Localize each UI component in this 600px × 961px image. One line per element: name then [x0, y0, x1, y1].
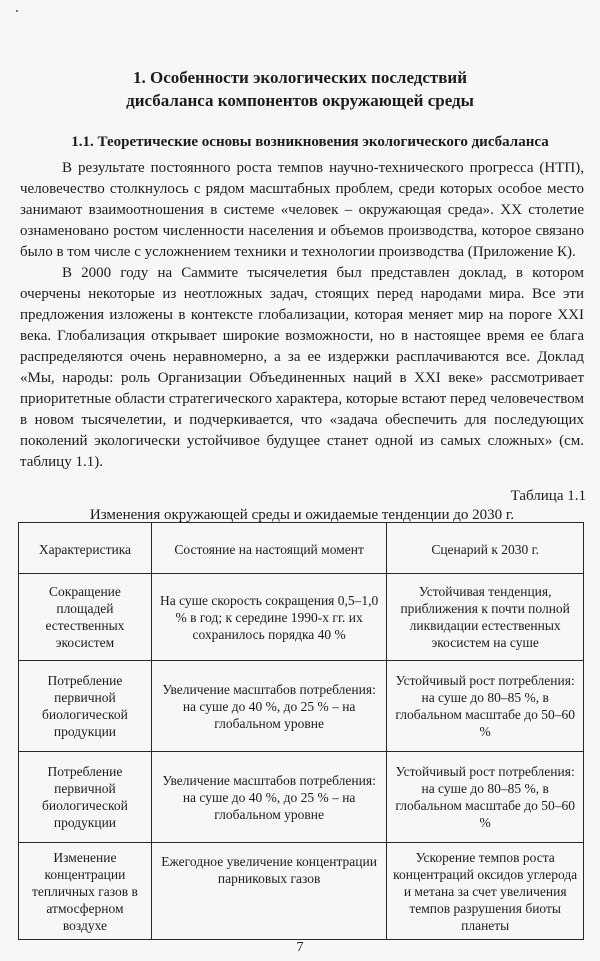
cell-current: Увеличение масштабов потребления: на суше до 40 %, до 25 % – на глобальном уровне [151, 752, 386, 843]
cell-current: На суше скорость сокращения 0,5–1,0 % в год; к середине 1990-х гг. их сохранилось порядка 40 % [151, 574, 386, 661]
header-current-state: Состояние на настоящий момент [151, 523, 386, 574]
cell-characteristic: Потребление первичной биологической продукции [19, 661, 152, 752]
subsection-title: 1.1. Теоретические основы возникновения экологического дисбаланса [71, 134, 549, 150]
cell-characteristic: Сокращение площадей естественных экосистем [19, 574, 152, 661]
table-header-row [19, 523, 584, 574]
paragraph-2: В 2000 году на Саммите тысячелетия был представлен доклад, в котором очерчены некоторые из неотложных задач, стоящих перед народами мира. Все эти предложения изложены в контексте глобализации, которая меняет мир на пороге XXI века. Глобализация открывает широкие возможности, но в настоящее время ее блага распределяются очень неравномерно, а за ее издержки расплачиваются все. Доклад «Мы, народы: роль Организации Объединенных наций в XXI веке» рассмотривает приоритетные области стратегического характера, которые встают перед человечеством в новом тысячелетии, и подчеркивается, что «задача обеспечить для последующих поколений экологически устойчивое будущее станет одной из самых сложных» (см. таблицу 1.1). [20, 265, 584, 470]
cell-characteristic: Изменение концентрации тепличных газов в атмосферном воздухе [19, 843, 152, 940]
section-title [40, 66, 560, 112]
cell-scenario: Устойчивая тенденция, приближения к почти полной ликвидации естественных экосистем на суше [387, 574, 584, 661]
paragraph-1: В результате постоянного роста темпов научно-технического прогресса (НТП), человечество столкнулось с рядом масштабных проблем, среди которых особое место занимают взаимоотношения в системе «человек – окружающая среда». XX столетие ознаменовано ростом численности населения и объемов производства, которое связано было в том числе с усложнением техники и технологии производства (Приложение К). [20, 160, 584, 260]
environment-changes-table [18, 522, 584, 940]
header-scenario-2030: Сценарий к 2030 г. [387, 523, 584, 574]
table-title: Изменения окружающей среды и ожидаемые тенденции до 2030 г. [89, 507, 515, 523]
page-number: 7 [296, 940, 304, 955]
table-row [19, 574, 584, 661]
cell-current: Увеличение масштабов потребления: на суше до 40 %, до 25 % – на глобальном уровне [151, 661, 386, 752]
cell-characteristic: Потребление первичной биологической продукции [19, 752, 152, 843]
cell-scenario: Ускорение темпов роста концентраций оксидов углерода и метана за счет увеличения темпов разрушения биоты планеты [387, 843, 584, 940]
section-title-line-2: дисбаланса компонентов окружающей среды [126, 91, 474, 110]
cell-scenario: Устойчивый рост потребления: на суше до 80–85 %, в глобальном масштабе до 50–60 % [387, 752, 584, 843]
cell-current: Ежегодное увеличение концентрации парниковых газов [151, 843, 386, 940]
table-row [19, 752, 584, 843]
body-text [20, 158, 584, 473]
scan-speck [16, 10, 18, 12]
table-row [19, 661, 584, 752]
table-row [19, 843, 584, 940]
section-title-line-1: 1. Особенности экологических последствий [132, 68, 468, 87]
cell-scenario: Устойчивый рост потребления: на суше до 80–85 %, в глобальном масштабе до 50–60 % [387, 661, 584, 752]
table-caption: Таблица 1.1 [510, 488, 586, 504]
header-characteristic: Характеристика [19, 523, 152, 574]
